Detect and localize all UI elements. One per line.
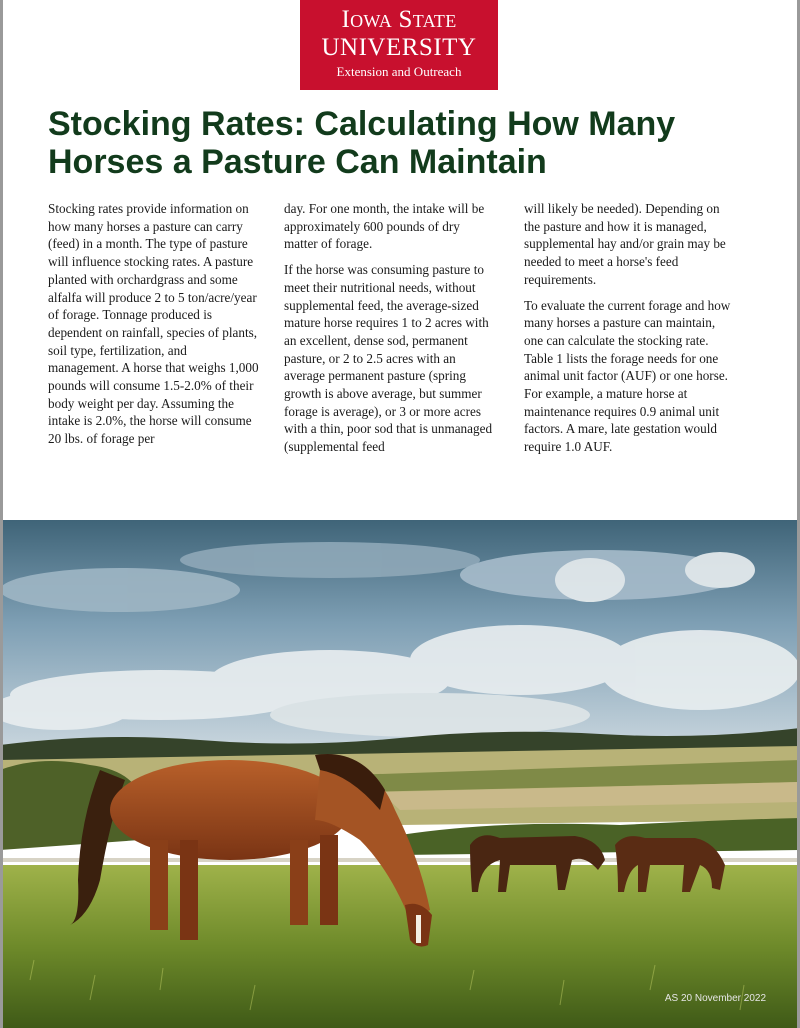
title-line-1: Stocking Rates: Calculating How Many [48, 105, 676, 143]
horse-leg-4 [320, 835, 338, 925]
col3-paragraph-2: To evaluate the current forage and how many horses a pasture can maintain, one can calculate the stocking rate. Table 1 lists the forage needs for one animal unit factor (AUF) or one horse. For example, a mature horse at maintenance requires 0.9 animal unit factors. A mare, late gestation would require 1.0 AUF. [524, 297, 731, 455]
col2-paragraph-2: If the horse was consuming pasture to meet their nutritional needs, without supplemental feed, the average-sized mature horse requires 1 to 2 acres with an excellent, dense sod, permanent pasture, or 2 to 2.5 acres with an average permanent pasture (spring growth is above average, but summer forage is average), or 3 or more acres with a thin, poor sod that is unmanaged (supplemental feed [284, 262, 493, 455]
horse-leg-3 [290, 840, 308, 925]
title-line-2: Horses a Pasture Can Maintain [48, 143, 547, 181]
logo-line-3: Extension and Outreach [336, 64, 462, 79]
body-column-2 [284, 200, 496, 464]
logo-line-2: UNIVERSITY [321, 34, 477, 61]
col3-paragraph-1: will likely be needed). Depending on the pasture and how it is managed, supplemental hay and/or grain may be needed to meet a horse's feed requirements. [524, 201, 726, 287]
publication-code: AS 20 November 2022 [664, 993, 766, 1004]
horse-blaze [416, 915, 421, 943]
page-title [48, 105, 768, 181]
horse-leg-1 [150, 840, 168, 930]
body-column-3 [524, 200, 736, 464]
logo-line-1: Iowa State [341, 6, 457, 33]
horse-leg-2 [180, 840, 198, 940]
iowa-state-extension-logo[interactable] [300, 0, 498, 90]
col1-paragraph-1: Stocking rates provide information on how many horses a pasture can carry (feed) in a month. The type of pasture will influence stocking rates. A pasture planted with orchardgrass and some alfalfa will produce 2 to 5 ton/acre/year of forage. Tonnage produced is dependent on rainfall, species of plants, soil type, fertilization, and management. A horse that weighs 1,000 pounds will consume 1.5-2.0% of their body weight per day. Assuming the intake is 2.0%, the horse will consume 20 lbs. of forage per [48, 201, 259, 447]
horse-body [110, 760, 350, 860]
body-column-1 [48, 200, 260, 456]
col2-paragraph-1: day. For one month, the intake will be approximately 600 pounds of dry matter of forage. [284, 201, 485, 252]
body-text-columns [48, 200, 758, 455]
pasture-scene-image [0, 520, 800, 1028]
horses-pasture-photo [0, 520, 800, 1028]
